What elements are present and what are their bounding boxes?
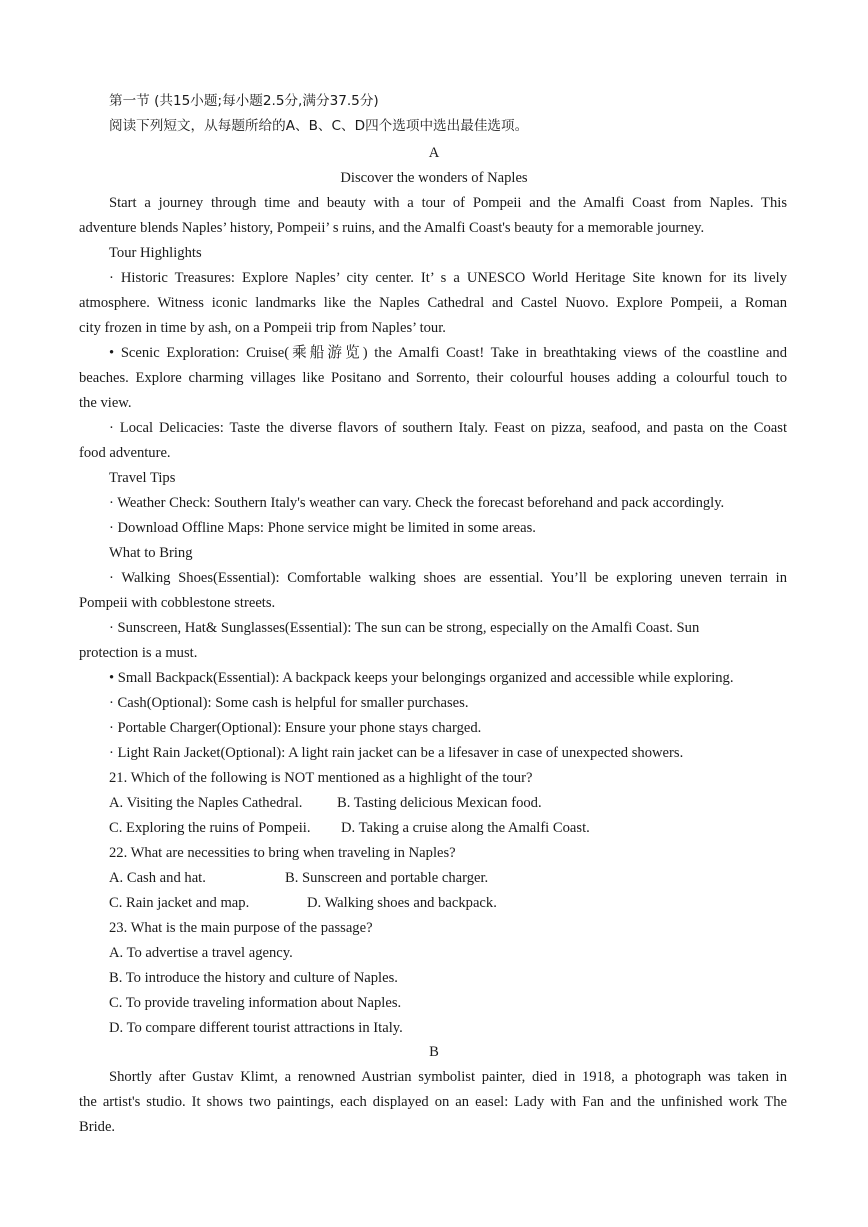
tips-heading: Travel Tips xyxy=(109,470,176,486)
option-a: A. Cash and hat. xyxy=(109,870,206,886)
bring-heading: What to Bring xyxy=(109,545,193,561)
passage-b-paragraph: Shortly after Gustav Klimt, a renowned Austrian symbolist painter, died in 1918, a photograph was taken in xyxy=(109,1069,787,1085)
highlights-heading: Tour Highlights xyxy=(109,245,202,261)
option-b: B. To introduce the history and culture of Naples. xyxy=(109,970,398,986)
option-c: C. Exploring the ruins of Pompeii. xyxy=(109,820,311,836)
highlight-delicacies: · Local Delicacies: Taste the diverse flavors of southern Italy. Feast on pizza, seafood, and pasta on the Coast xyxy=(109,420,787,436)
question-21: 21. Which of the following is NOT mentioned as a highlight of the tour? xyxy=(109,770,533,786)
option-c: C. To provide traveling information about Naples. xyxy=(109,995,402,1011)
passage-b-paragraph: the artist's studio. It shows two paintings, each displayed on an easel: Lady with Fan and the unfinished work The xyxy=(79,1094,787,1110)
option-a: A. To advertise a travel agency. xyxy=(109,945,293,961)
bring-charger: · Portable Charger(Optional): Ensure your phone stays charged. xyxy=(109,720,482,736)
highlight-historic: city frozen in time by ash, on a Pompeii trip from Naples’ tour. xyxy=(79,320,446,336)
intro-line: Start a journey through time and beauty with a tour of Pompeii and the Amalfi Coast from Naples. This xyxy=(109,195,787,211)
question-21-options xyxy=(109,793,787,813)
highlight-scenic: the view. xyxy=(79,395,132,411)
bring-backpack: • Small Backpack(Essential): A backpack keeps your belongings organized and accessible while exploring. xyxy=(109,670,734,686)
option-b: B. Sunscreen and portable charger. xyxy=(285,870,489,886)
highlight-scenic: beaches. Explore charming villages like Positano and Sorrento, their colourful houses adding a colourful touch to xyxy=(79,370,787,386)
intro-line: adventure blends Naples’ history, Pompeii’ s ruins, and the Amalfi Coast's beauty for a memorable journey. xyxy=(79,220,705,236)
section-instruction: 阅读下列短文，从每题所给的A、B、C、D四个选项中选出最佳选项。 xyxy=(109,118,529,134)
passage-letter-a: A xyxy=(428,145,440,161)
highlight-historic: atmosphere. Witness iconic landmarks like the Naples Cathedral and Castel Nuovo. Explore Pompeii, a Roman xyxy=(79,295,787,311)
option-d: D. To compare different tourist attractions in Italy. xyxy=(109,1020,403,1036)
option-c: C. Rain jacket and map. xyxy=(109,895,250,911)
highlight-delicacies: food adventure. xyxy=(79,445,171,461)
bring-cash: · Cash(Optional): Some cash is helpful for smaller purchases. xyxy=(109,695,469,711)
highlight-scenic: • Scenic Exploration: Cruise(乘船游览) the Amalfi Coast! Take in breathtaking views of the coastline and xyxy=(109,345,787,361)
highlight-historic: · Historic Treasures: Explore Naples’ city center. It’ s a UNESCO World Heritage Site known for its lively xyxy=(109,270,787,286)
bring-shoes: Pompeii with cobblestone streets. xyxy=(79,595,276,611)
option-d: D. Walking shoes and backpack. xyxy=(307,895,497,911)
question-21-options xyxy=(109,818,787,838)
bring-sunscreen: protection is a must. xyxy=(79,645,198,661)
bring-shoes: · Walking Shoes(Essential): Comfortable walking shoes are essential. You’ll be exploring uneven terrain in xyxy=(109,570,787,586)
option-a: A. Visiting the Naples Cathedral. xyxy=(109,795,303,811)
passage-letter-b: B xyxy=(429,1044,439,1060)
question-22-options xyxy=(109,868,787,888)
option-d: D. Taking a cruise along the Amalfi Coast. xyxy=(341,820,590,836)
question-22: 22. What are necessities to bring when traveling in Naples? xyxy=(109,845,456,861)
passage-b-paragraph: Bride. xyxy=(79,1119,116,1135)
passage-title: Discover the wonders of Naples xyxy=(340,170,528,186)
bring-sunscreen: · Sunscreen, Hat& Sunglasses(Essential): The sun can be strong, especially on the Amalfi Coast. Sun xyxy=(109,620,700,636)
bring-rain-jacket: · Light Rain Jacket(Optional): A light rain jacket can be a lifesaver in case of unexpected showers. xyxy=(109,745,684,761)
option-b: B. Tasting delicious Mexican food. xyxy=(337,795,542,811)
question-23: 23. What is the main purpose of the passage? xyxy=(109,920,373,936)
tip-weather: · Weather Check: Southern Italy's weather can vary. Check the forecast beforehand and pack accordingly. xyxy=(109,495,725,511)
section-header: 第一节 (共15小题;每小题2.5分,满分37.5分) xyxy=(109,93,379,109)
tip-maps: · Download Offline Maps: Phone service might be limited in some areas. xyxy=(109,520,536,536)
question-22-options xyxy=(109,893,787,913)
